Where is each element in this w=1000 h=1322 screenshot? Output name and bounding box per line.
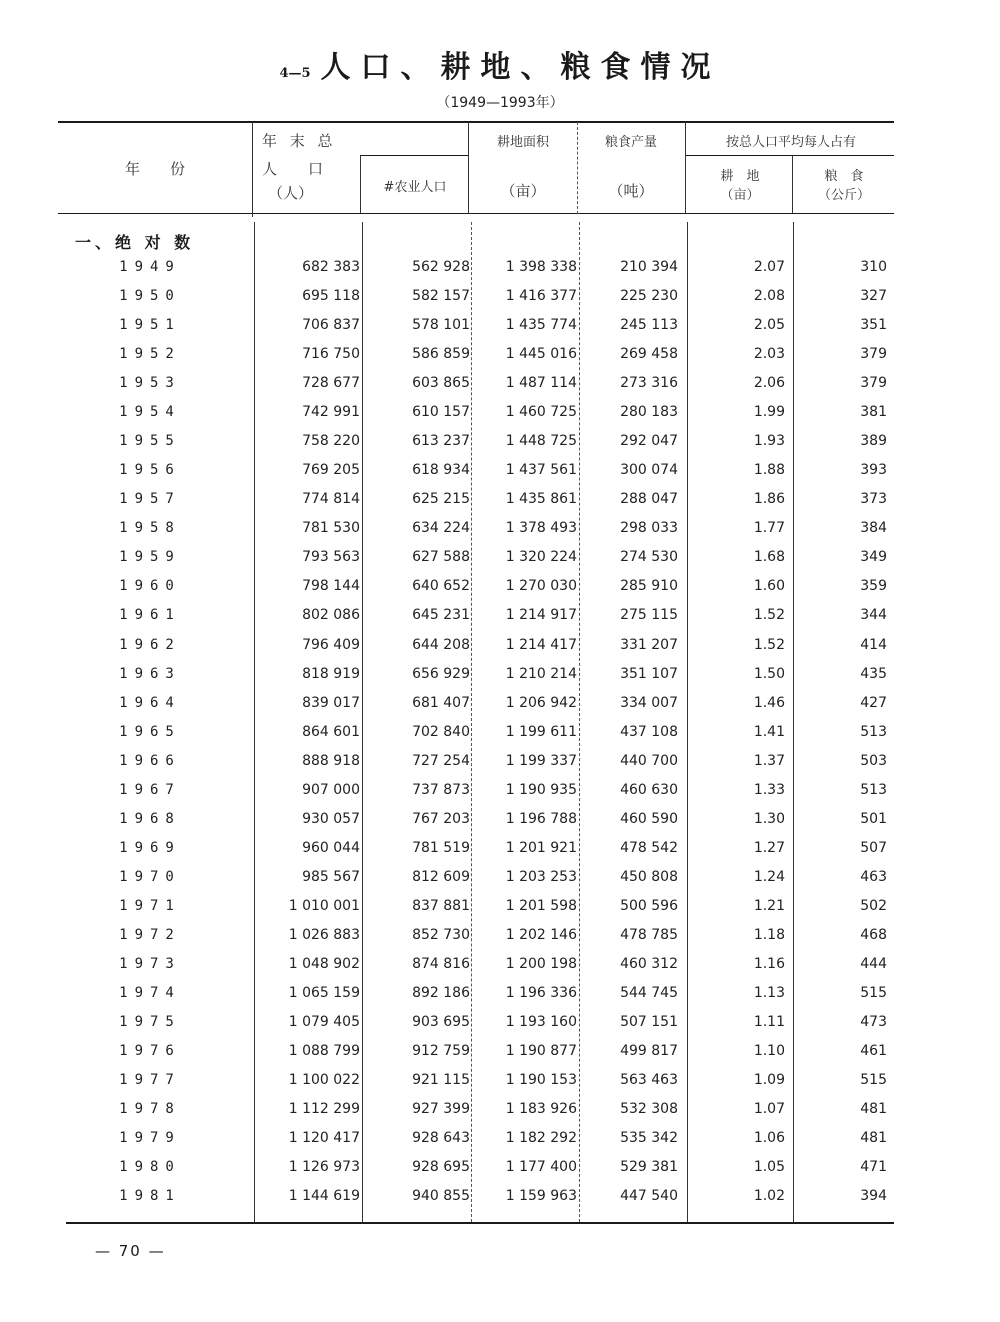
cultivated-land-cell: 1 398 338	[505, 259, 577, 275]
per-capita-land-cell: 2.03	[753, 346, 785, 363]
agricultural-population-cell: 837 881	[412, 897, 470, 914]
agricultural-population-cell: 634 224	[412, 520, 470, 537]
year-cell: 1958	[119, 520, 181, 537]
cultivated-land-cell: 1 199 611	[505, 723, 577, 740]
grain-output-cell: 447 540	[620, 1188, 678, 1205]
table-bottom-rule	[66, 1222, 894, 1224]
per-capita-grain-cell: 349	[860, 549, 887, 566]
year-cell: 1961	[119, 607, 181, 624]
per-capita-grain-cell: 461	[860, 1043, 887, 1060]
per-capita-grain-cell: 502	[860, 897, 887, 914]
year-cell: 1962	[119, 636, 181, 653]
grain-output-cell: 460 590	[620, 810, 678, 827]
per-capita-land-cell: 1.77	[753, 520, 785, 537]
grain-output-cell: 460 312	[620, 955, 678, 972]
per-capita-land-cell: 1.88	[753, 462, 785, 479]
per-capita-land-cell: 1.02	[753, 1188, 785, 1205]
grain-output-cell: 460 630	[620, 781, 678, 798]
table-number: 4—5	[279, 66, 311, 81]
header-pop-group: 年 末 总	[262, 132, 337, 150]
cultivated-land-cell: 1 320 224	[505, 549, 577, 566]
total-population-cell: 1 065 159	[288, 985, 360, 1001]
year-cell: 1966	[119, 752, 181, 769]
per-capita-land-cell: 1.11	[753, 1014, 785, 1031]
header-per-capita: 按总人口平均每人占有	[725, 135, 856, 150]
grain-output-cell: 274 530	[620, 549, 678, 566]
per-capita-grain-cell: 394	[860, 1188, 887, 1205]
per-capita-land-cell: 1.50	[753, 665, 785, 682]
grain-output-cell: 450 808	[620, 868, 678, 885]
per-capita-grain-cell: 481	[860, 1101, 887, 1118]
pop-subheader-rule	[360, 155, 468, 156]
per-capita-grain-cell: 379	[860, 346, 887, 363]
total-population-cell: 1 100 022	[288, 1072, 360, 1089]
table-row	[0, 1101, 1000, 1123]
grain-output-cell: 478 785	[620, 926, 678, 943]
total-population-cell: 864 601	[302, 723, 360, 740]
per-capita-land-cell: 1.60	[753, 578, 785, 595]
page-title	[0, 42, 1000, 86]
grain-output-cell: 245 113	[620, 317, 678, 334]
per-capita-land-cell: 1.86	[753, 491, 785, 508]
total-population-cell: 960 044	[302, 839, 360, 856]
table-row	[0, 869, 1000, 891]
grain-output-cell: 292 047	[620, 433, 678, 450]
table-row	[0, 259, 1000, 281]
per-capita-grain-cell: 463	[860, 868, 887, 885]
agricultural-population-cell: 644 208	[412, 636, 470, 653]
year-cell: 1955	[119, 433, 181, 450]
year-cell: 1972	[119, 926, 181, 943]
year-cell: 1971	[119, 897, 181, 914]
per-capita-land-cell: 2.06	[753, 375, 785, 392]
per-capita-grain-cell: 507	[860, 839, 887, 856]
header-top-rule	[58, 121, 894, 123]
table-row	[0, 462, 1000, 484]
total-population-cell: 716 750	[302, 346, 360, 363]
grain-output-cell: 544 745	[620, 985, 678, 1001]
per-capita-grain-cell: 379	[860, 375, 887, 392]
page-number: — 70 —	[95, 1242, 166, 1260]
per-capita-land-cell: 1.10	[753, 1043, 785, 1060]
total-population-cell: 796 409	[302, 636, 360, 653]
per-capita-land-cell: 1.99	[753, 404, 785, 421]
per-capita-land-cell: 1.24	[753, 868, 785, 885]
per-capita-land-cell: 1.13	[753, 985, 785, 1001]
grain-output-cell: 269 458	[620, 346, 678, 363]
agricultural-population-cell: 582 157	[412, 288, 470, 305]
per-capita-land-cell: 1.37	[753, 752, 785, 769]
header-grain-unit: （吨）	[608, 182, 654, 200]
header-per-land-unit: （亩）	[720, 188, 760, 203]
per-capita-land-cell: 2.07	[753, 259, 785, 275]
per-capita-grain-cell: 389	[860, 433, 887, 450]
cultivated-land-cell: 1 201 921	[505, 839, 577, 856]
year-cell: 1954	[119, 404, 181, 421]
year-cell: 1978	[119, 1101, 181, 1118]
per-capita-grain-cell: 513	[860, 781, 887, 798]
year-cell: 1975	[119, 1014, 181, 1031]
grain-output-cell: 280 183	[620, 404, 678, 421]
table-row	[0, 840, 1000, 862]
per-capita-grain-cell: 444	[860, 955, 887, 972]
agricultural-population-cell: 928 643	[412, 1130, 470, 1147]
table-row	[0, 491, 1000, 513]
cultivated-land-cell: 1 199 337	[505, 752, 577, 769]
grain-output-cell: 478 542	[620, 839, 678, 856]
table-row	[0, 433, 1000, 455]
cultivated-land-cell: 1 214 917	[505, 607, 577, 624]
col-divider-pop	[360, 155, 361, 213]
cultivated-land-cell: 1 190 935	[505, 781, 577, 798]
per-capita-land-cell: 1.30	[753, 810, 785, 827]
year-cell: 1977	[119, 1072, 181, 1089]
cultivated-land-cell: 1 182 292	[505, 1130, 577, 1147]
percapita-subheader-rule	[685, 155, 894, 156]
per-capita-grain-cell: 427	[860, 694, 887, 711]
year-cell: 1980	[119, 1159, 181, 1176]
agricultural-population-cell: 767 203	[412, 810, 470, 827]
total-population-cell: 839 017	[302, 694, 360, 711]
per-capita-grain-cell: 344	[860, 607, 887, 624]
grain-output-cell: 563 463	[620, 1072, 678, 1089]
table-row	[0, 375, 1000, 397]
total-population-cell: 728 677	[302, 375, 360, 392]
agricultural-population-cell: 586 859	[412, 346, 470, 363]
per-capita-grain-cell: 384	[860, 520, 887, 537]
total-population-cell: 758 220	[302, 433, 360, 450]
cultivated-land-cell: 1 437 561	[505, 462, 577, 479]
grain-output-cell: 225 230	[620, 288, 678, 305]
year-cell: 1950	[119, 288, 181, 305]
total-population-cell: 1 026 883	[288, 926, 360, 943]
year-cell: 1957	[119, 491, 181, 508]
header-per-land: 耕 地	[720, 169, 760, 184]
agricultural-population-cell: 874 816	[412, 955, 470, 972]
per-capita-grain-cell: 359	[860, 578, 887, 595]
total-population-cell: 818 919	[302, 665, 360, 682]
table-row	[0, 898, 1000, 920]
agricultural-population-cell: 702 840	[412, 723, 470, 740]
year-cell: 1951	[119, 317, 181, 334]
year-range-subtitle: （1949—1993年）	[436, 95, 564, 111]
grain-output-cell: 275 115	[620, 607, 678, 624]
header-pop-unit: （人）	[268, 184, 314, 202]
per-capita-grain-cell: 515	[860, 1072, 887, 1089]
header-year: 年 份	[124, 160, 185, 178]
header-land: 耕地面积	[496, 135, 549, 150]
per-capita-land-cell: 2.08	[753, 288, 785, 305]
table-row	[0, 1130, 1000, 1152]
per-capita-grain-cell: 381	[860, 404, 887, 421]
total-population-cell: 1 010 001	[288, 897, 360, 914]
total-population-cell: 781 530	[302, 520, 360, 537]
per-capita-grain-cell: 513	[860, 723, 887, 740]
total-population-cell: 888 918	[302, 752, 360, 769]
total-population-cell: 985 567	[302, 868, 360, 885]
table-row	[0, 1159, 1000, 1181]
total-population-cell: 695 118	[302, 288, 360, 305]
grain-output-cell: 273 316	[620, 375, 678, 392]
cultivated-land-cell: 1 416 377	[505, 288, 577, 305]
year-cell: 1953	[119, 375, 181, 392]
per-capita-land-cell: 1.93	[753, 433, 785, 450]
cultivated-land-cell: 1 196 788	[505, 810, 577, 827]
per-capita-land-cell: 1.06	[753, 1130, 785, 1147]
year-cell: 1952	[119, 346, 181, 363]
table-row	[0, 1072, 1000, 1094]
cultivated-land-cell: 1 435 861	[505, 491, 577, 508]
agricultural-population-cell: 656 929	[412, 665, 470, 682]
total-population-cell: 682 383	[302, 259, 360, 275]
header-per-grain: 粮 食	[824, 169, 864, 184]
per-capita-land-cell: 1.52	[753, 607, 785, 624]
year-cell: 1969	[119, 839, 181, 856]
header-per-grain-unit: （公斤）	[817, 188, 870, 203]
table-row	[0, 1188, 1000, 1210]
cultivated-land-cell: 1 190 877	[505, 1043, 577, 1060]
cultivated-land-cell: 1 193 160	[505, 1014, 577, 1031]
header-agr-pop: #农业人口	[383, 180, 447, 195]
per-capita-land-cell: 1.46	[753, 694, 785, 711]
agricultural-population-cell: 812 609	[412, 868, 470, 885]
agricultural-population-cell: 603 865	[412, 375, 470, 392]
total-population-cell: 1 126 973	[288, 1159, 360, 1176]
grain-output-cell: 300 074	[620, 462, 678, 479]
grain-output-cell: 440 700	[620, 752, 678, 769]
per-capita-land-cell: 1.18	[753, 926, 785, 943]
grain-output-cell: 500 596	[620, 897, 678, 914]
table-row	[0, 288, 1000, 310]
agricultural-population-cell: 727 254	[412, 752, 470, 769]
per-capita-land-cell: 1.68	[753, 549, 785, 566]
agricultural-population-cell: 928 695	[412, 1159, 470, 1176]
cultivated-land-cell: 1 270 030	[505, 578, 577, 595]
cultivated-land-cell: 1 202 146	[505, 926, 577, 943]
cultivated-land-cell: 1 203 253	[505, 868, 577, 885]
table-row	[0, 578, 1000, 600]
per-capita-grain-cell: 473	[860, 1014, 887, 1031]
per-capita-grain-cell: 414	[860, 636, 887, 653]
per-capita-grain-cell: 435	[860, 665, 887, 682]
per-capita-grain-cell: 481	[860, 1130, 887, 1147]
year-cell: 1964	[119, 694, 181, 711]
cultivated-land-cell: 1 206 942	[505, 694, 577, 711]
per-capita-grain-cell: 515	[860, 985, 887, 1001]
col-divider-agr	[468, 122, 469, 214]
grain-output-cell: 334 007	[620, 694, 678, 711]
cultivated-land-cell: 1 210 214	[505, 665, 577, 682]
total-population-cell: 774 814	[302, 491, 360, 508]
per-capita-land-cell: 1.07	[753, 1101, 785, 1118]
agricultural-population-cell: 618 934	[412, 462, 470, 479]
per-capita-land-cell: 1.16	[753, 955, 785, 972]
agricultural-population-cell: 645 231	[412, 607, 470, 624]
total-population-cell: 798 144	[302, 578, 360, 595]
total-population-cell: 742 991	[302, 404, 360, 421]
total-population-cell: 1 120 417	[288, 1130, 360, 1147]
cultivated-land-cell: 1 487 114	[505, 375, 577, 392]
agricultural-population-cell: 927 399	[412, 1101, 470, 1118]
total-population-cell: 930 057	[302, 810, 360, 827]
cultivated-land-cell: 1 196 336	[505, 985, 577, 1001]
section-label-absolute: 一、绝 对 数	[75, 233, 195, 252]
year-cell: 1960	[119, 578, 181, 595]
col-divider-grain	[685, 122, 686, 214]
per-capita-grain-cell: 501	[860, 810, 887, 827]
per-capita-land-cell: 1.33	[753, 781, 785, 798]
year-cell: 1968	[119, 810, 181, 827]
table-row	[0, 956, 1000, 978]
col-divider-perland	[792, 155, 793, 213]
agricultural-population-cell: 681 407	[412, 694, 470, 711]
year-cell: 1973	[119, 955, 181, 972]
total-population-cell: 769 205	[302, 462, 360, 479]
year-cell: 1967	[119, 781, 181, 798]
table-row	[0, 927, 1000, 949]
year-cell: 1956	[119, 462, 181, 479]
agricultural-population-cell: 625 215	[412, 491, 470, 508]
cultivated-land-cell: 1 460 725	[505, 404, 577, 421]
total-population-cell: 1 112 299	[288, 1101, 360, 1118]
table-row	[0, 346, 1000, 368]
agricultural-population-cell: 627 588	[412, 549, 470, 566]
table-row	[0, 666, 1000, 688]
header-land-unit: （亩）	[500, 182, 546, 200]
grain-output-cell: 507 151	[620, 1014, 678, 1031]
agricultural-population-cell: 940 855	[412, 1188, 470, 1205]
grain-output-cell: 437 108	[620, 723, 678, 740]
per-capita-grain-cell: 503	[860, 752, 887, 769]
table-row	[0, 317, 1000, 339]
per-capita-land-cell: 1.05	[753, 1159, 785, 1176]
agricultural-population-cell: 912 759	[412, 1043, 470, 1060]
total-population-cell: 1 079 405	[288, 1014, 360, 1031]
cultivated-land-cell: 1 177 400	[505, 1159, 577, 1176]
table-row	[0, 985, 1000, 1007]
table-row	[0, 1014, 1000, 1036]
grain-output-cell: 288 047	[620, 491, 678, 508]
table-row	[0, 637, 1000, 659]
agricultural-population-cell: 562 928	[412, 259, 470, 275]
title-text: 人口、耕地、粮食情况	[320, 50, 721, 85]
total-population-cell: 1 048 902	[288, 955, 360, 972]
year-cell: 1965	[119, 723, 181, 740]
agricultural-population-cell: 903 695	[412, 1014, 470, 1031]
per-capita-land-cell: 1.09	[753, 1072, 785, 1089]
per-capita-land-cell: 1.27	[753, 839, 785, 856]
header-pop-total: 人 口	[262, 160, 332, 178]
per-capita-land-cell: 1.21	[753, 897, 785, 914]
per-capita-land-cell: 2.05	[753, 317, 785, 334]
cultivated-land-cell: 1 183 926	[505, 1101, 577, 1118]
cultivated-land-cell: 1 448 725	[505, 433, 577, 450]
table-row	[0, 782, 1000, 804]
table-row	[0, 811, 1000, 833]
agricultural-population-cell: 892 186	[412, 985, 470, 1001]
per-capita-grain-cell: 327	[860, 288, 887, 305]
grain-output-cell: 351 107	[620, 665, 678, 682]
year-cell: 1949	[119, 259, 181, 275]
cultivated-land-cell: 1 378 493	[505, 520, 577, 537]
year-cell: 1959	[119, 549, 181, 566]
per-capita-grain-cell: 468	[860, 926, 887, 943]
per-capita-land-cell: 1.52	[753, 636, 785, 653]
year-cell: 1970	[119, 868, 181, 885]
year-cell: 1981	[119, 1188, 181, 1205]
year-cell: 1974	[119, 985, 181, 1001]
grain-output-cell: 210 394	[620, 259, 678, 275]
total-population-cell: 706 837	[302, 317, 360, 334]
total-population-cell: 1 144 619	[288, 1188, 360, 1205]
total-population-cell: 907 000	[302, 781, 360, 798]
per-capita-grain-cell: 351	[860, 317, 887, 334]
header-bottom-rule	[58, 213, 894, 214]
table-row	[0, 607, 1000, 629]
table-row	[0, 549, 1000, 571]
agricultural-population-cell: 610 157	[412, 404, 470, 421]
cultivated-land-cell: 1 159 963	[505, 1188, 577, 1205]
year-cell: 1979	[119, 1130, 181, 1147]
grain-output-cell: 499 817	[620, 1043, 678, 1060]
table-row	[0, 404, 1000, 426]
total-population-cell: 793 563	[302, 549, 360, 566]
total-population-cell: 1 088 799	[288, 1043, 360, 1060]
cultivated-land-cell: 1 201 598	[505, 897, 577, 914]
year-cell: 1976	[119, 1043, 181, 1060]
header-grain: 粮食产量	[604, 135, 657, 150]
per-capita-land-cell: 1.41	[753, 723, 785, 740]
table-row	[0, 1043, 1000, 1065]
cultivated-land-cell: 1 190 153	[505, 1072, 577, 1089]
agricultural-population-cell: 578 101	[412, 317, 470, 334]
table-row	[0, 724, 1000, 746]
cultivated-land-cell: 1 435 774	[505, 317, 577, 334]
agricultural-population-cell: 640 652	[412, 578, 470, 595]
grain-output-cell: 331 207	[620, 636, 678, 653]
per-capita-grain-cell: 471	[860, 1159, 887, 1176]
per-capita-grain-cell: 373	[860, 491, 887, 508]
agricultural-population-cell: 921 115	[412, 1072, 470, 1089]
per-capita-grain-cell: 310	[860, 259, 887, 275]
grain-output-cell: 298 033	[620, 520, 678, 537]
cultivated-land-cell: 1 214 417	[505, 636, 577, 653]
total-population-cell: 802 086	[302, 607, 360, 624]
table-row	[0, 695, 1000, 717]
table-row	[0, 520, 1000, 542]
agricultural-population-cell: 781 519	[412, 839, 470, 856]
grain-output-cell: 532 308	[620, 1101, 678, 1118]
grain-output-cell: 535 342	[620, 1130, 678, 1147]
per-capita-grain-cell: 393	[860, 462, 887, 479]
col-divider-year	[252, 122, 253, 217]
table-row	[0, 753, 1000, 775]
cultivated-land-cell: 1 445 016	[505, 346, 577, 363]
agricultural-population-cell: 852 730	[412, 926, 470, 943]
agricultural-population-cell: 613 237	[412, 433, 470, 450]
grain-output-cell: 285 910	[620, 578, 678, 595]
grain-output-cell: 529 381	[620, 1159, 678, 1176]
agricultural-population-cell: 737 873	[412, 781, 470, 798]
year-cell: 1963	[119, 665, 181, 682]
cultivated-land-cell: 1 200 198	[505, 955, 577, 972]
